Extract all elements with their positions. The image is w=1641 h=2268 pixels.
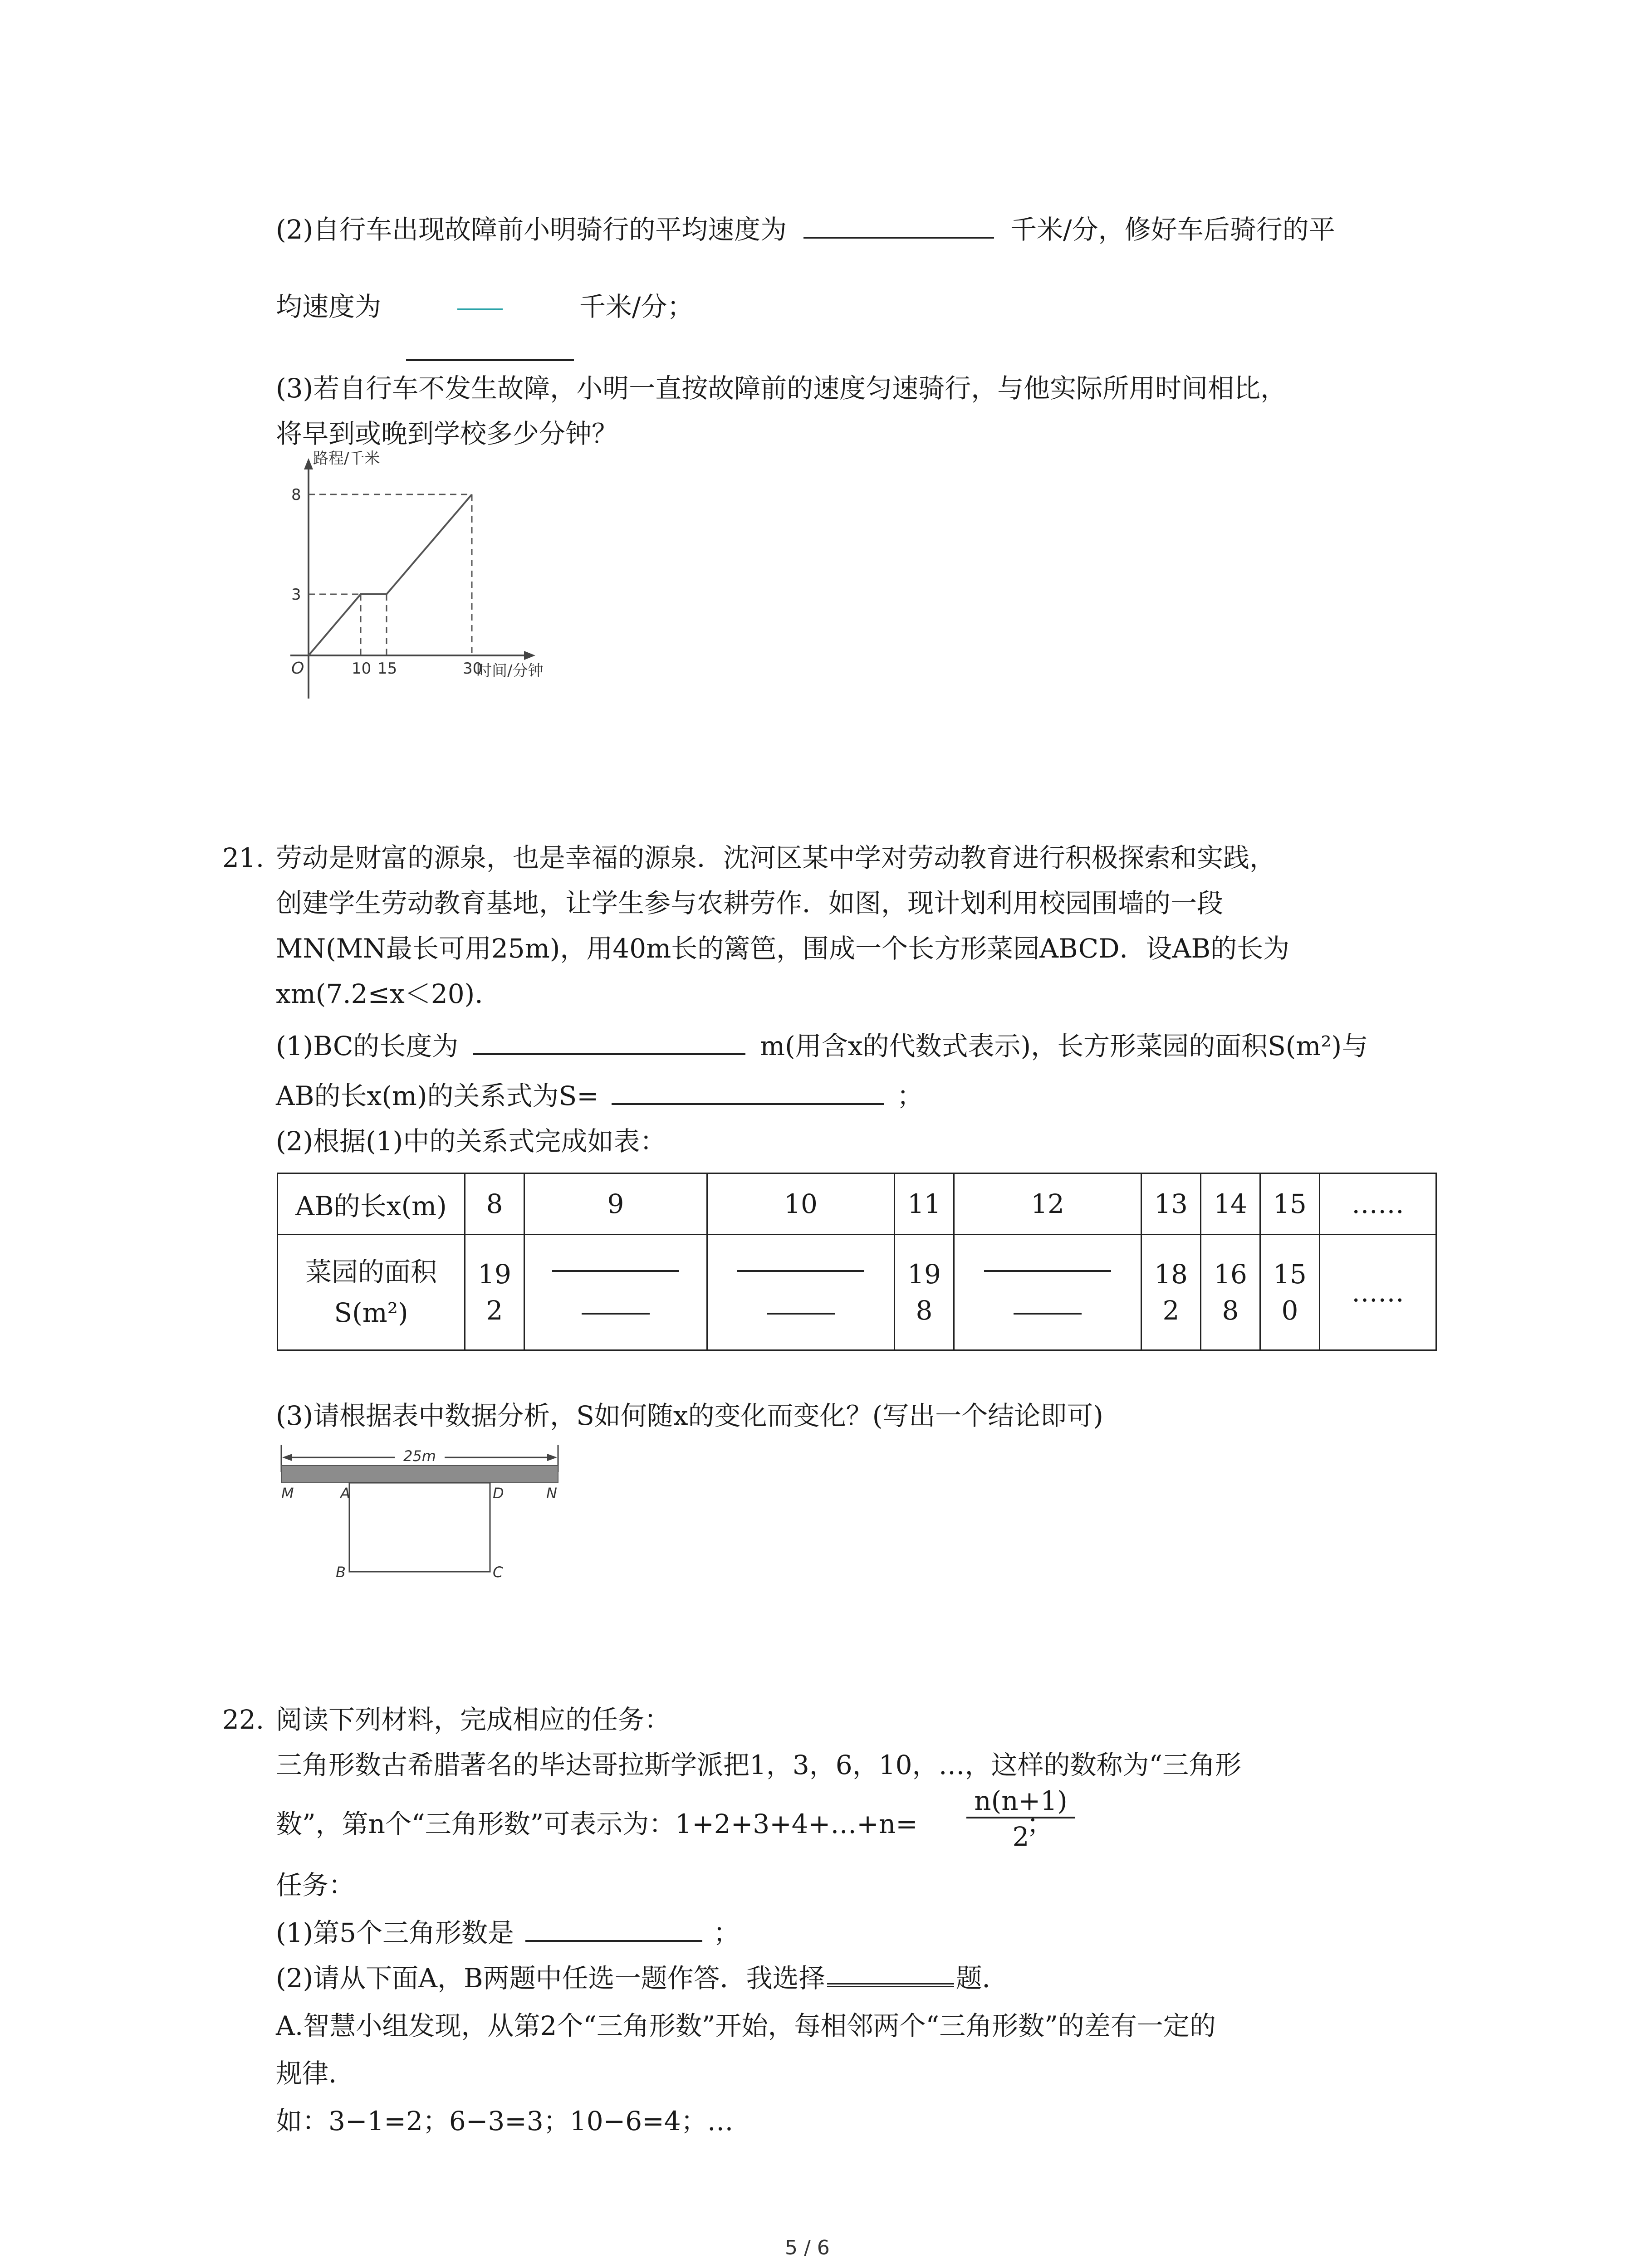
cell-digit: 15 <box>1273 1259 1307 1290</box>
q21-part1-line2 <box>276 1080 923 1112</box>
label-b: B <box>336 1564 346 1581</box>
origin-label: O <box>291 659 304 678</box>
table-cell <box>465 1235 524 1350</box>
table-cell: 8 <box>465 1173 524 1235</box>
table-header-area-line1: 菜园的面积 <box>305 1256 437 1287</box>
q20-part2-text-c: 均速度为 <box>276 291 382 322</box>
answer-blank-avg-speed-after[interactable] <box>389 293 571 316</box>
answer-blank-area-formula[interactable] <box>612 1080 884 1105</box>
fraction-numerator: n(n+1) <box>966 1785 1075 1818</box>
garden-rectangle <box>349 1483 490 1572</box>
label-a: A <box>340 1485 350 1502</box>
x-tick-10: 10 <box>352 660 372 678</box>
q21-part1-text-d: ； <box>896 1080 923 1111</box>
garden-figure <box>272 1440 572 1585</box>
x-tick-30: 30 <box>463 660 483 678</box>
q22-line3 <box>276 1808 1053 1840</box>
table-answer-cell-10[interactable] <box>707 1235 895 1350</box>
q21-line2: 创建学生劳动教育基地，让学生参与农耕劳作．如图，现计划利用校园围墙的一段 <box>276 888 1224 919</box>
area-table <box>277 1173 1437 1351</box>
q21-number: 21. <box>222 842 265 873</box>
q21-part1-text-b: m(用含x的代数式表示)，长方形菜园的面积S(m²)与 <box>760 1031 1368 1061</box>
x-axis-label: 时间/分钟 <box>476 662 544 680</box>
q22-option-a-line1: A.智慧小组发现，从第2个“三角形数”开始，每相邻两个“三角形数”的差有一定的 <box>276 2010 1216 2041</box>
cell-digit: 16 <box>1214 1259 1247 1290</box>
y-tick-3: 3 <box>291 586 301 604</box>
cell-digit: 0 <box>1281 1295 1298 1326</box>
q22-option-a-line3: 如：3−1=2；6−3=3；10−6=4；… <box>276 2106 734 2136</box>
answer-blank-choice[interactable] <box>827 1962 954 1987</box>
label-d: D <box>493 1485 504 1502</box>
label-m: M <box>281 1485 294 1502</box>
q22-task-label: 任务： <box>276 1870 355 1901</box>
triangle-number-fraction <box>966 1785 1075 1855</box>
answer-blank-line <box>984 1270 1111 1272</box>
x-axis-arrow <box>524 651 535 660</box>
q22-task1-text: (1)第5个三角形数是 <box>276 1917 514 1948</box>
cell-digit: 2 <box>486 1295 503 1326</box>
q22-task1-end: ； <box>713 1917 740 1948</box>
table-cell <box>1260 1235 1320 1350</box>
table-header-length: AB的长x(m) <box>278 1173 465 1235</box>
table-cell: 14 <box>1201 1173 1260 1235</box>
q20-part2-text-a: (2)自行车出现故障前小明骑行的平均速度为 <box>276 214 787 245</box>
answer-blank-fifth-triangle-number[interactable] <box>525 1917 702 1942</box>
answer-blank-line <box>767 1313 835 1315</box>
q22-line1: 阅读下列材料，完成相应的任务： <box>276 1704 671 1735</box>
table-cell: …… <box>1320 1235 1436 1350</box>
dim-arrow-right <box>547 1454 557 1461</box>
q22-task1 <box>276 1916 740 1949</box>
answer-blank-line <box>1014 1313 1082 1315</box>
q22-task2-text: (2)请从下面A，B两题中任选一题作答．我选择 <box>276 1963 825 1994</box>
teal-dash-mark <box>457 308 503 310</box>
distance-time-graph <box>263 449 581 708</box>
q21-part1-text-a: (1)BC的长度为 <box>276 1031 459 1061</box>
q20-part2-line1 <box>276 213 1335 246</box>
y-tick-8: 8 <box>291 486 301 504</box>
cell-digit: 19 <box>907 1259 941 1290</box>
table-cell: 13 <box>1141 1173 1201 1235</box>
q22-task2 <box>276 1962 1009 1994</box>
table-answer-cell-9[interactable] <box>524 1235 707 1350</box>
answer-blank-line <box>552 1270 679 1272</box>
q22-option-a-line2: 规律． <box>276 2058 355 2089</box>
q22-task2-end: 题． <box>955 1963 1009 1994</box>
school-wall <box>281 1466 558 1483</box>
table-cell <box>1141 1235 1201 1350</box>
answer-blank-bc-length[interactable] <box>473 1031 745 1055</box>
table-cell <box>895 1235 954 1350</box>
q21-part1-text-c: AB的长x(m)的关系式为S= <box>276 1080 599 1111</box>
table-cell: 12 <box>954 1173 1141 1235</box>
q22-line2: 三角形数古希腊著名的毕达哥拉斯学派把1，3，6，10，…，这样的数称为“三角形 <box>276 1750 1242 1780</box>
table-cell: 15 <box>1260 1173 1320 1235</box>
cell-digit: 8 <box>1222 1295 1239 1326</box>
label-c: C <box>493 1564 503 1581</box>
q22-number: 22. <box>222 1704 265 1735</box>
table-cell: …… <box>1320 1173 1436 1235</box>
q21-line3: MN(MN最长可用25m)，用40m长的篱笆，围成一个长方形菜园ABCD．设AB的长为 <box>276 933 1290 964</box>
table-cell: 10 <box>707 1173 895 1235</box>
q21-part3: (3)请根据表中数据分析，S如何随x的变化而变化？(写出一个结论即可) <box>276 1400 1103 1431</box>
answer-blank-avg-speed-before[interactable] <box>803 214 994 239</box>
q21-part2: (2)根据(1)中的关系式完成如表： <box>276 1126 666 1157</box>
dim-arrow-left <box>282 1454 292 1461</box>
answer-blank-line <box>737 1270 864 1272</box>
q20-part2-text-d: 千米/分； <box>579 291 694 322</box>
fraction-denominator: 2 <box>1012 1821 1029 1852</box>
wall-length-label: 25m <box>403 1447 436 1465</box>
q20-part2-text-b: 千米/分，修好车后骑行的平 <box>1010 214 1335 245</box>
y-axis-arrow <box>304 458 313 469</box>
page-number: 5 / 6 <box>785 2236 830 2259</box>
table-cell: 11 <box>895 1173 954 1235</box>
q20-part3-line2: 将早到或晚到学校多少分钟？ <box>276 418 618 449</box>
table-header-area-line2: S(m²) <box>334 1297 408 1328</box>
cell-digit: 19 <box>478 1259 511 1290</box>
table-row-length <box>278 1173 1436 1235</box>
answer-blank-line <box>582 1313 650 1315</box>
table-cell: 9 <box>524 1173 707 1235</box>
q21-line1: 劳动是财富的源泉，也是幸福的源泉．沈河区某中学对劳动教育进行积极探索和实践， <box>276 842 1276 873</box>
q21-part1-line1 <box>276 1030 1368 1062</box>
q22-line3-text: 数”，第n个“三角形数”可表示为：1+2+3+4+…+n= <box>276 1809 918 1839</box>
cell-digit: 18 <box>1154 1259 1188 1290</box>
table-answer-cell-12[interactable] <box>954 1235 1141 1350</box>
q21-line4: xm(7.2≤x＜20)． <box>276 978 501 1009</box>
cell-digit: 2 <box>1162 1295 1180 1326</box>
table-row-area <box>278 1235 1436 1350</box>
table-cell <box>1201 1235 1260 1350</box>
distance-line <box>309 494 472 655</box>
x-tick-15: 15 <box>377 660 397 678</box>
q20-part3-line1: (3)若自行车不发生故障，小明一直按故障前的速度匀速骑行，与他实际所用时间相比， <box>276 373 1287 404</box>
y-axis-label: 路程/千米 <box>313 450 380 468</box>
q22-line3-end: ； <box>1026 1809 1053 1839</box>
answer-underline-speed-after <box>406 359 574 361</box>
table-header-area <box>278 1235 465 1350</box>
q20-part2-line2 <box>276 290 693 323</box>
label-n: N <box>546 1485 557 1502</box>
cell-digit: 8 <box>916 1295 933 1326</box>
